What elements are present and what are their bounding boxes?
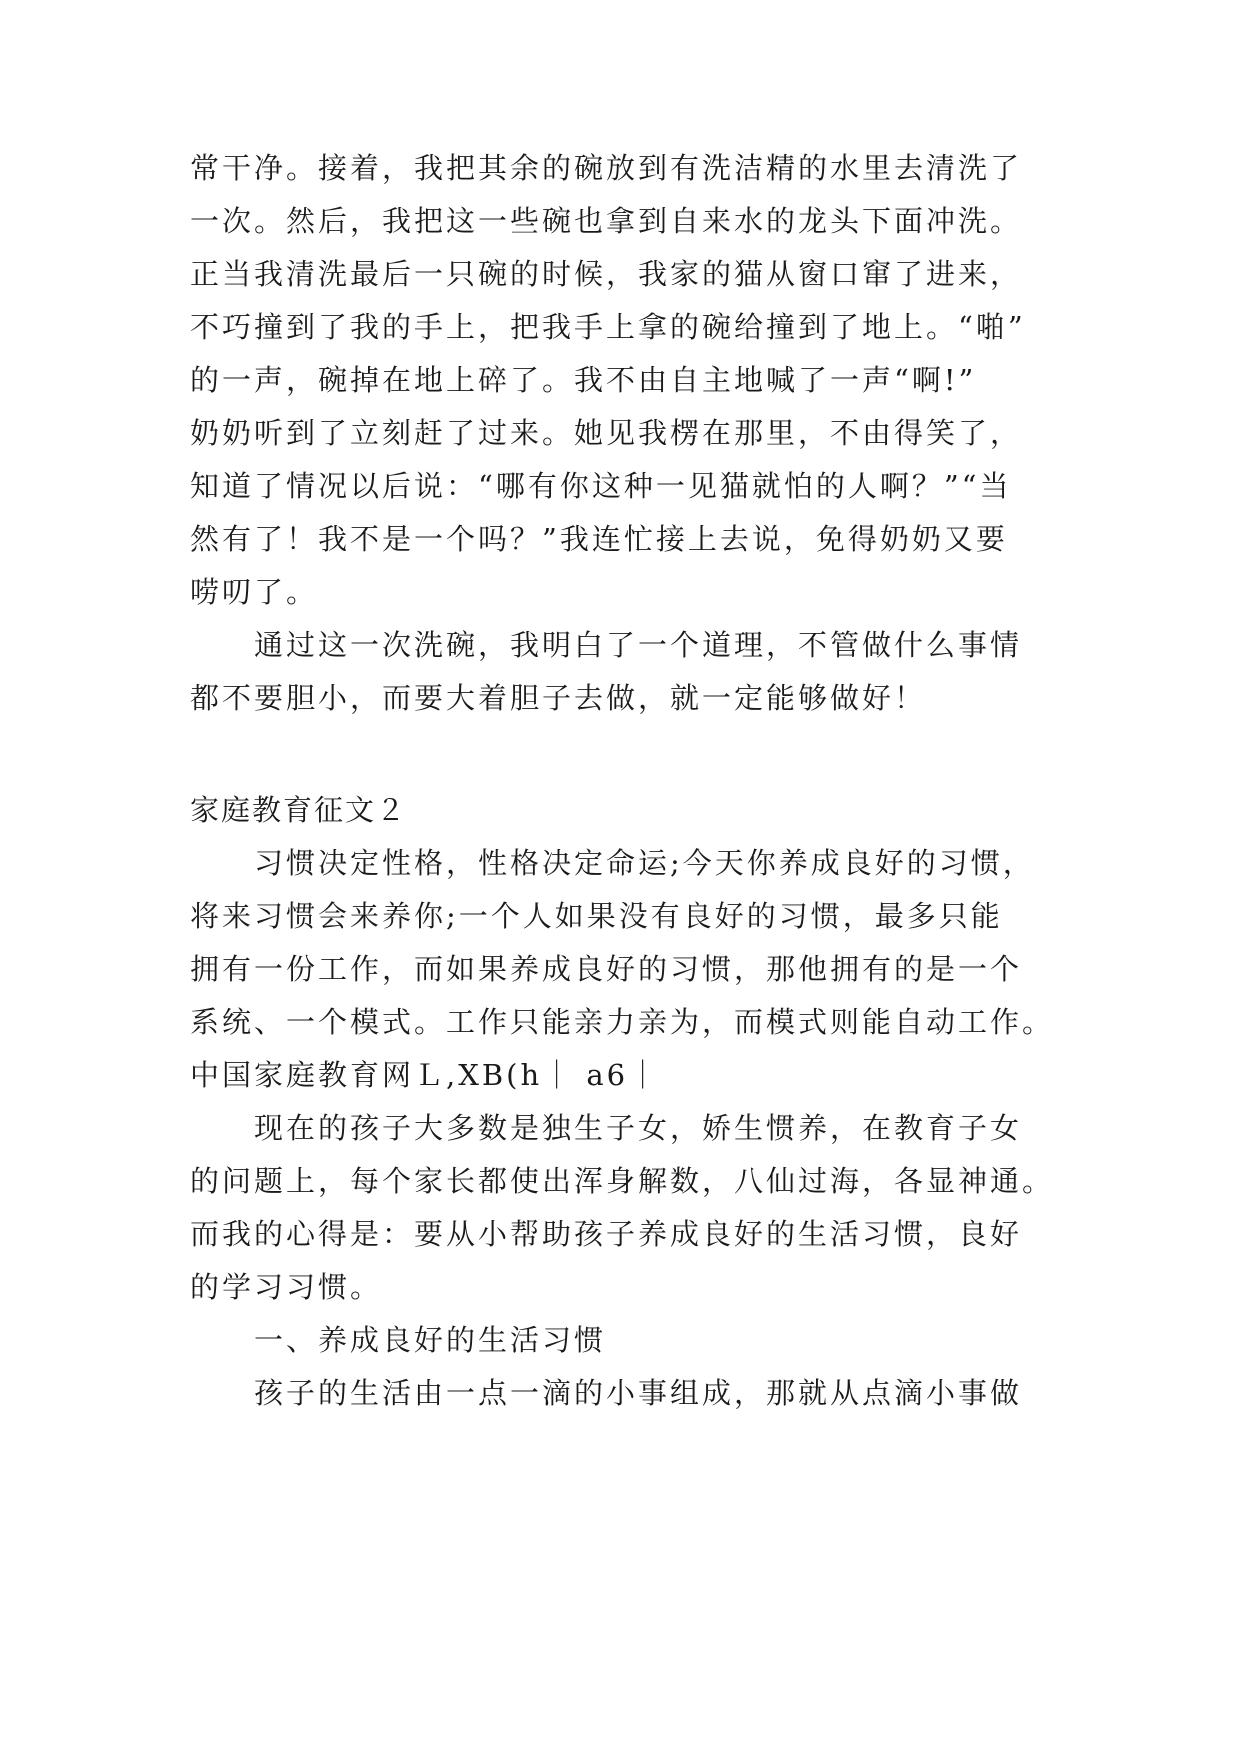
text-line: 唠叨了。: [190, 575, 319, 609]
text-line: 奶奶听到了立刻赶了过来。她见我楞在那里，不由得笑了，: [190, 416, 1023, 450]
text-line: 常干净。接着，我把其余的碗放到有洗洁精的水里去清洗了: [190, 151, 1023, 185]
text-line: 然有了！我不是一个吗？”我连忙接上去说，免得奶奶又要: [190, 522, 1008, 556]
text-line: 中国家庭教育网Ｌ,XB(h｜ a6｜: [190, 1058, 661, 1092]
text-line: 的问题上，每个家长都使出浑身解数，八仙过海，各显神通。: [190, 1164, 1055, 1198]
text-line: 而我的心得是：要从小帮助孩子养成良好的生活习惯，良好: [190, 1217, 1023, 1251]
text-line: 不巧撞到了我的手上，把我手上拿的碗给撞到了地上。“啪”: [190, 310, 1026, 344]
text-line: 都不要胆小，而要大着胆子去做，就一定能够做好！: [190, 681, 927, 715]
text-line: 正当我清洗最后一只碗的时候，我家的猫从窗口窜了进来，: [190, 257, 1023, 291]
paragraph-first-line: 孩子的生活由一点一滴的小事组成，那就从点滴小事做: [254, 1376, 1023, 1410]
paragraph-first-line: 通过这一次洗碗，我明白了一个道理，不管做什么事情: [254, 628, 1023, 662]
text-line: 知道了情况以后说：“哪有你这种一见猫就怕的人啊？”“当: [190, 469, 1012, 503]
paragraph-first-line: 习惯决定性格，性格决定命运;今天你养成良好的习惯，: [254, 846, 1035, 880]
text-line: 的学习习惯。: [190, 1270, 383, 1304]
text-line: 的一声，碗掉在地上碎了。我不由自主地喊了一声“啊!”: [190, 363, 977, 397]
paragraph-first-line: 现在的孩子大多数是独生子女，娇生惯养，在教育子女: [254, 1111, 1023, 1145]
text-line: 将来习惯会来养你;一个人如果没有良好的习惯，最多只能: [190, 899, 1003, 933]
text-line: 拥有一份工作，而如果养成良好的习惯，那他拥有的是一个: [190, 952, 1023, 986]
subheading: 一、养成良好的生活习惯: [254, 1323, 607, 1357]
text-line: 一次。然后，我把这一些碗也拿到自来水的龙头下面冲洗。: [190, 204, 1023, 238]
section-heading: 家庭教育征文２: [190, 793, 408, 827]
text-line: 系统、一个模式。工作只能亲力亲为，而模式则能自动工作。: [190, 1005, 1055, 1039]
